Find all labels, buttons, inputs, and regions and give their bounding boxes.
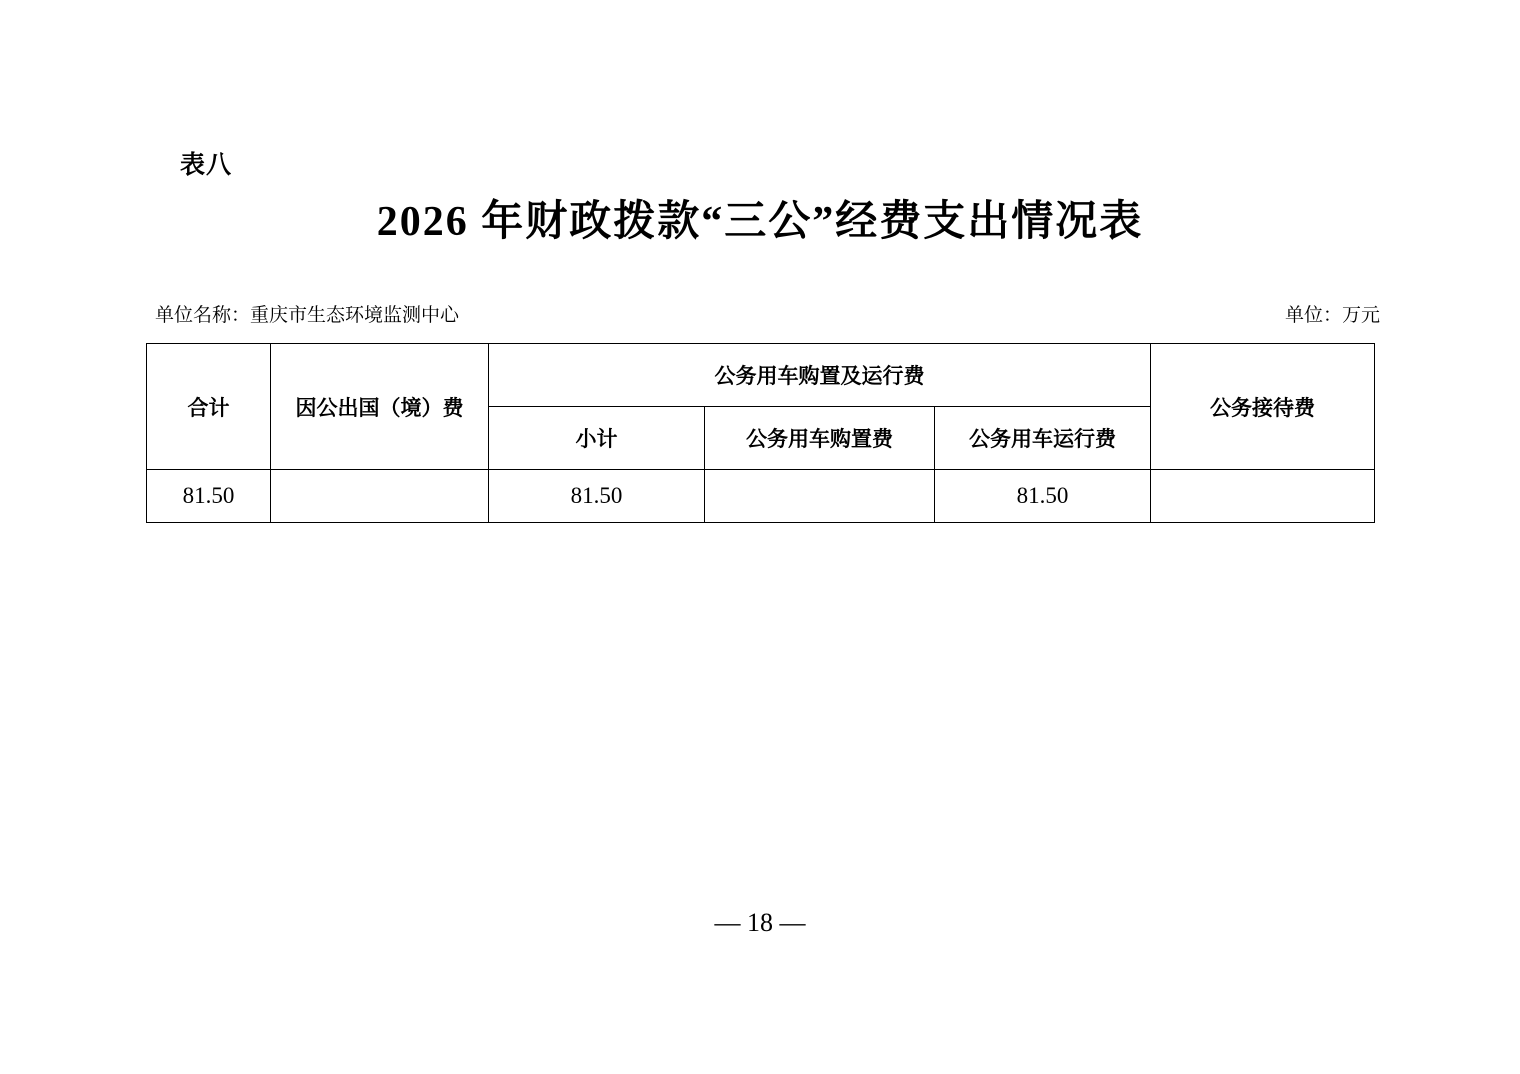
header-vehicle-group: 公务用车购置及运行费 — [489, 344, 1151, 407]
header-vehicle-operation: 公务用车运行费 — [935, 407, 1151, 470]
cell-reception — [1151, 470, 1375, 523]
header-vehicle-purchase: 公务用车购置费 — [705, 407, 935, 470]
table-label: 表八 — [180, 150, 233, 179]
cell-abroad — [271, 470, 489, 523]
cell-vehicle-operation: 81.50 — [935, 470, 1151, 523]
cell-total: 81.50 — [147, 470, 271, 523]
page-number: — 18 — — [714, 908, 806, 937]
meta-row — [155, 300, 1380, 327]
unit-name-label: 单位名称：重庆市生态环境监测中心 — [155, 305, 460, 326]
header-vehicle-subtotal: 小计 — [489, 407, 705, 470]
table-header-row-top — [147, 344, 1375, 407]
header-abroad: 因公出国（境）费 — [271, 344, 489, 470]
page-title: 2026 年财政拨款“三公”经费支出情况表 — [376, 199, 1144, 245]
table-row — [147, 470, 1375, 523]
header-total: 合计 — [147, 344, 271, 470]
cell-vehicle-purchase — [705, 470, 935, 523]
unit-measure-label: 单位：万元 — [1284, 305, 1380, 326]
three-public-expenditure-table — [146, 343, 1375, 523]
cell-vehicle-subtotal: 81.50 — [489, 470, 705, 523]
header-reception: 公务接待费 — [1151, 344, 1375, 470]
